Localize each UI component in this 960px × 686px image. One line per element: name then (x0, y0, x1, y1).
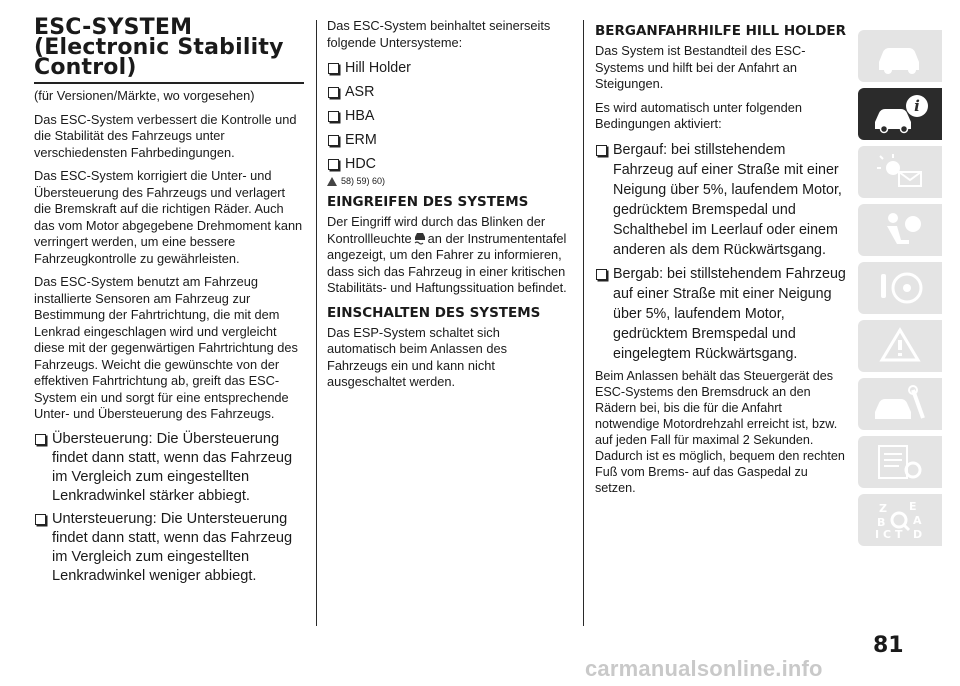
tab-vehicle[interactable] (858, 30, 942, 82)
tab-starting-driving[interactable] (858, 262, 942, 314)
availability-note: (für Versionen/Märkte, wo vorgesehen) (34, 88, 255, 103)
paragraph: Beim Anlassen behält das Steuergerät des ESC-Systems den Bremsdruck an den Rädern bei, bis die für die Anfahrt notwendige Motordrehzahl erreicht ist, bzw. auf jeden Fall für maximal 2 Sekunden. Dadurch ist es möglich, bequem den rechten Fuß vom Brems- auf das Gaspedal zu setzen. (595, 368, 845, 495)
list-item: HDC (327, 154, 567, 174)
condition-list (595, 140, 847, 364)
index-letter: T (895, 528, 903, 541)
paragraph: Das ESC-System korrigiert die Unter- und Übersteuerung des Fahrzeugs und verlagert die Bremskraft auf die richtigen Räder. Auch das vom Motor abgegebene Drehmoment kann verringert werden, um eine bessere Fahrzeugkontrolle zu gewährleisten. (34, 168, 303, 266)
tab-emergency[interactable] (858, 320, 942, 372)
list-item: Hill Holder (327, 58, 567, 78)
subsystem-list (327, 58, 567, 174)
steering-list (34, 430, 304, 586)
warning-lights-icon (869, 150, 931, 194)
heading-activate: EINSCHALTEN DES SYSTEMS (327, 304, 541, 321)
tab-maintenance[interactable] (858, 378, 942, 430)
tab-index[interactable] (858, 494, 942, 546)
tab-warning-lights[interactable] (858, 146, 942, 198)
column-divider (316, 20, 317, 626)
tab-technical-data[interactable] (858, 436, 942, 488)
column-esc-system (34, 15, 304, 594)
column-divider (583, 20, 584, 626)
heading-hill-holder: BERGANFAHRHILFE HILL HOLDER (595, 23, 847, 39)
car-wrench-icon (869, 382, 931, 426)
tab-safety[interactable] (858, 204, 942, 256)
emergency-triangle-icon (869, 324, 931, 368)
svg-text:i: i (914, 97, 920, 115)
paragraph: Das System ist Bestandteil des ESC-Systems und hilft bei der Anfahrt an Steigungen. (595, 43, 806, 91)
index-letter: I (875, 528, 880, 541)
warning-triangle-icon (327, 177, 337, 186)
index-letter: A (913, 514, 922, 527)
list-item: Bergab: bei stillstehendem Fahrzeug auf einer Straße mit einer Neigung über 5%, laufendem Motor, gedrücktem Bremspedal und eingelegtem Rückwärtsgang. (595, 264, 847, 364)
esc-warning-light-icon (413, 231, 427, 245)
list-item: Untersteuerung: Die Untersteuerung findet dann statt, wenn das Fahrzeug im Vergleich zum eingestellten Lenkradwinkel weniger abbiegt. (34, 510, 304, 586)
paragraph-engage (327, 214, 567, 297)
chapter-tabs (858, 30, 942, 552)
index-letter: Z (879, 502, 887, 515)
warning-references (327, 176, 567, 186)
car-icon (869, 34, 931, 78)
paragraph: Das ESP-System schaltet sich automatisch beim Anlassen des Fahrzeugs ein und kann nicht ausgeschaltet werden. (327, 324, 507, 389)
list-item: ERM (327, 130, 567, 150)
column-hill-holder (595, 18, 847, 503)
list-item: Bergauf: bei stillstehendem Fahrzeug auf einer Straße mit einer Neigung über 5%, laufendem Motor, gedrücktem Bremspedal und Schalthebel im Leerlauf oder einem anderen als dem Rückwärtsgang. (595, 140, 847, 260)
index-letters-icon (869, 498, 931, 542)
section-title-esc: ESC-SYSTEM (Electronic Stability Control) (34, 18, 304, 84)
paragraph: Es wird automatisch unter folgenden Bedingungen aktiviert: (595, 99, 802, 131)
page-number: 81 (873, 633, 904, 658)
reference-numbers: 58) 59) 60) (341, 176, 386, 186)
text-part: Der Eingriff wird durch das Blinken der Kontrollleuchte (327, 214, 546, 246)
paragraph: Das ESC-System benutzt am Fahrzeug installierte Sensoren am Fahrzeug zur Bestimmung der Fahrtrichtung, die mit dem Lenkrad eingeschlagen wird und vergleicht diese mit der gegenwärtigen Fahrtrichtung des Fahrzeugs. Weicht die gewünschte von der effektiven Fahrtrichtung ab, greift das ESC-System ein und sorgt für eine entsprechende Unter- und Übersteuerung des Fahrzeugs. (34, 274, 298, 421)
index-letter: B (877, 516, 886, 529)
paragraph: Das ESC-System beinhaltet seinerseits folgende Untersysteme: (327, 18, 551, 50)
index-letter: E (909, 500, 917, 513)
airbag-seat-icon (869, 208, 931, 252)
watermark: carmanualsonline.info (585, 656, 823, 681)
heading-engage: EINGREIFEN DES SYSTEMS (327, 194, 529, 210)
specs-gear-icon (869, 440, 931, 484)
list-item: ASR (327, 82, 567, 102)
paragraph: Das ESC-System verbessert die Kontrolle und die Stabilität des Fahrzeugs unter verschiedensten Fahrbedingungen. (34, 111, 297, 160)
column-subsystems (327, 18, 567, 398)
tab-knowing-vehicle[interactable] (858, 88, 942, 140)
list-item: HBA (327, 106, 567, 126)
index-letter: C (883, 528, 892, 541)
steering-key-icon (869, 266, 931, 310)
index-letter: D (913, 528, 923, 541)
list-item: Übersteuerung: Die Übersteuerung findet dann statt, wenn das Fahrzeug im Vergleich zum eingestellten Lenkradwinkel stärker abbiegt. (34, 430, 304, 506)
car-info-icon (869, 92, 931, 136)
text-part: an der Instrumententafel angezeigt, um den Fahrer zu informieren, dass sich das Fahrzeug in einer kritischen Stabilitäts- und Haftungssituation befindet. (327, 230, 567, 295)
